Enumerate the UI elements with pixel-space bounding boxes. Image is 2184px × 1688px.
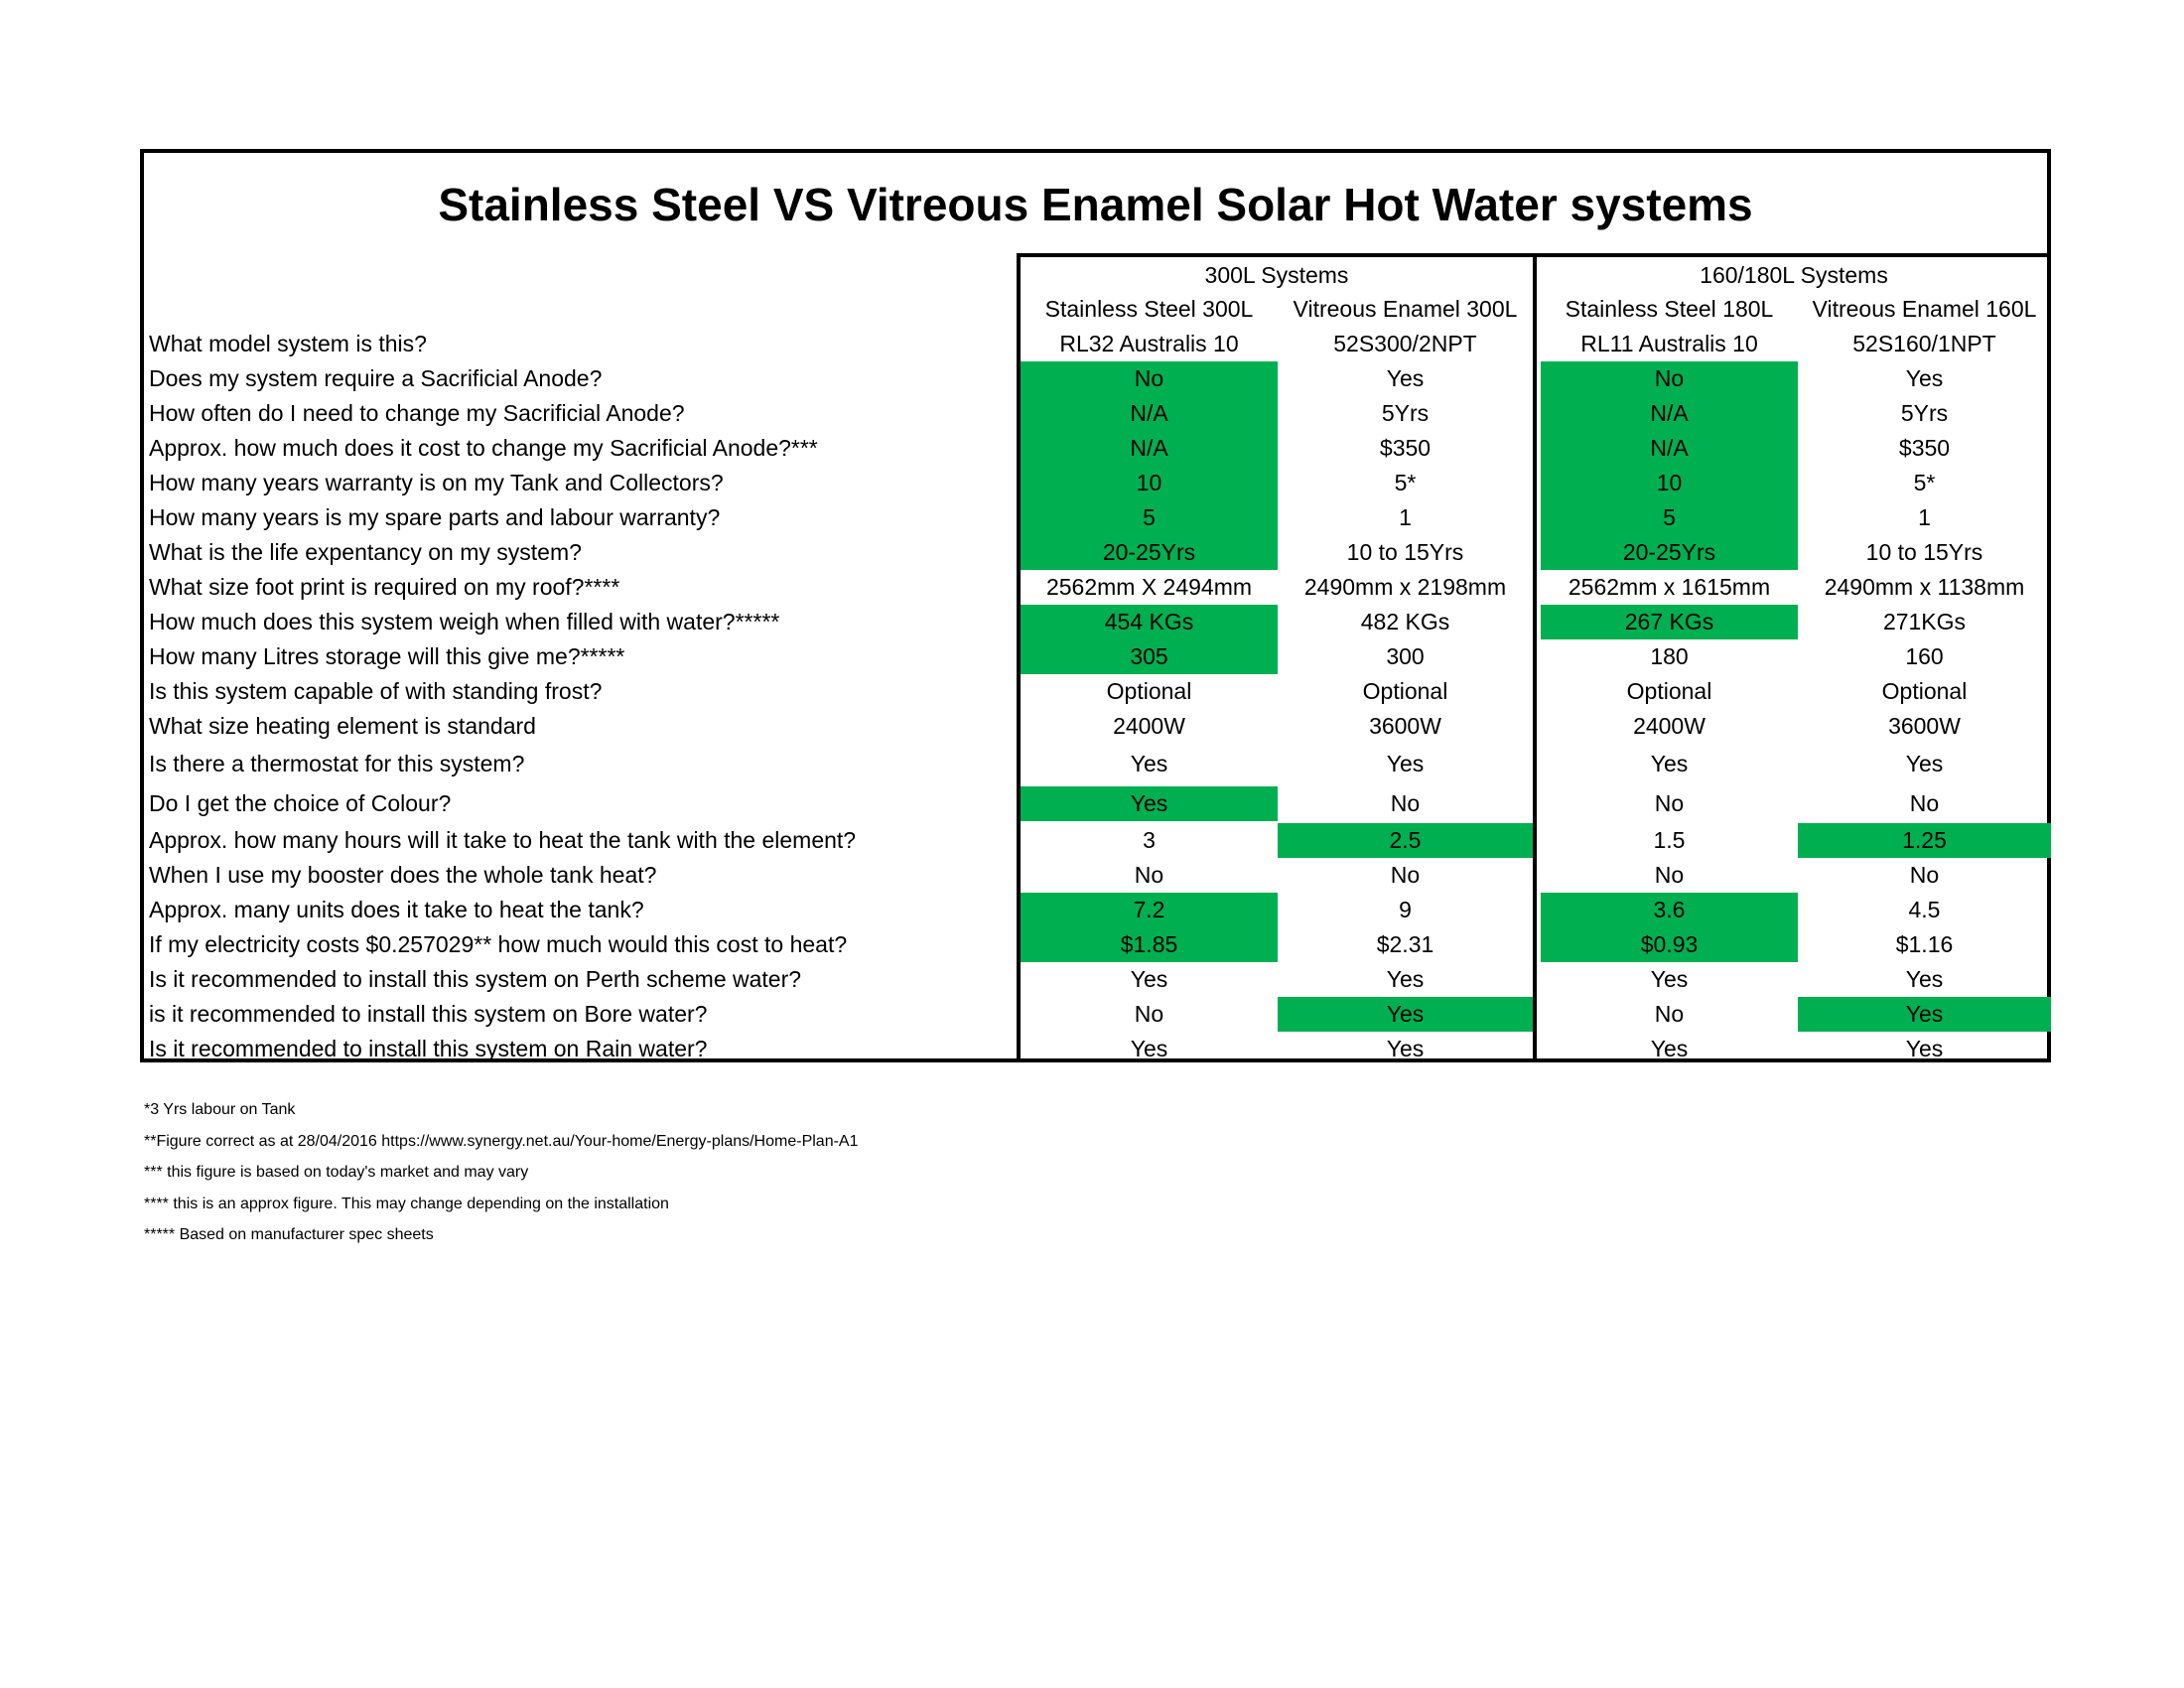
- table-cell: 271KGs: [1882, 609, 1967, 634]
- table-cell: Yes: [1905, 966, 1944, 992]
- row-question: Approx. how many hours will it take to heat the tank with the element?: [149, 827, 857, 853]
- table-cell: Yes: [1021, 786, 1278, 821]
- row-question: What size foot print is required on my roof?****: [149, 574, 620, 600]
- table-cell: 52S160/1NPT: [1852, 331, 1996, 356]
- table-cell: 1.25: [1798, 823, 2051, 858]
- table-cell: 5*: [1913, 470, 1936, 495]
- row-question: How many years is my spare parts and labour warranty?: [149, 504, 721, 530]
- table-cell: 482 KGs: [1360, 609, 1450, 634]
- table-cell: 5*: [1394, 470, 1417, 495]
- row-question: How much does this system weigh when filled with water?*****: [149, 609, 780, 634]
- column-header-stainless-steel-300l: Stainless Steel 300L: [1044, 296, 1254, 322]
- table-cell: 3.6: [1541, 893, 1798, 927]
- table-cell: Yes: [1278, 997, 1533, 1032]
- table-cell: Yes: [1130, 751, 1168, 776]
- group-label-300l: 300L Systems: [1204, 262, 1349, 288]
- footnote: **Figure correct as at 28/04/2016 https://www.synergy.net.au/Your-home/Energy-plans/Home-Plan-A1: [144, 1132, 859, 1150]
- row-question: What is the life expentancy on my system?: [149, 539, 582, 565]
- column-header-stainless-steel-180l: Stainless Steel 180L: [1565, 296, 1774, 322]
- table-cell: Optional: [1881, 678, 1968, 704]
- table-cell: No: [1654, 790, 1685, 816]
- table-cell: Yes: [1130, 966, 1168, 992]
- row-question: is it recommended to install this system on Bore water?: [149, 1001, 708, 1027]
- table-cell: 300: [1386, 643, 1425, 669]
- table-cell: No: [1541, 361, 1798, 396]
- table-cell: Yes: [1905, 365, 1944, 391]
- row-question: Is there a thermostat for this system?: [149, 751, 525, 776]
- table-cell: 267 KGs: [1541, 605, 1798, 639]
- table-cell: 1: [1399, 504, 1412, 530]
- table-cell: 305: [1021, 639, 1278, 674]
- row-question: Is this system capable of with standing frost?: [149, 678, 603, 704]
- table-cell: 5: [1541, 500, 1798, 535]
- table-cell: 2562mm x 1615mm: [1568, 574, 1771, 600]
- table-cell: 1: [1918, 504, 1931, 530]
- table-cell: Yes: [1386, 751, 1425, 776]
- footnote: *** this figure is based on today's market and may vary: [144, 1164, 529, 1181]
- table-cell: No: [1021, 361, 1278, 396]
- table-cell: Optional: [1362, 678, 1448, 704]
- row-question: Is it recommended to install this system on Perth scheme water?: [149, 966, 802, 992]
- footnote: **** this is an approx figure. This may change depending on the installation: [144, 1195, 669, 1212]
- table-cell: 10: [1541, 466, 1798, 500]
- table-cell: 20-25Yrs: [1541, 535, 1798, 570]
- comparison-sheet: [140, 149, 2051, 1062]
- table-cell: 5Yrs: [1900, 400, 1949, 426]
- table-cell: 2400W: [1633, 713, 1706, 739]
- table-cell: 10 to 15Yrs: [1346, 539, 1464, 565]
- row-question: How often do I need to change my Sacrificial Anode?: [149, 400, 685, 426]
- table-cell: No: [1134, 862, 1164, 888]
- table-cell: 7.2: [1021, 893, 1278, 927]
- table-cell: 9: [1399, 897, 1412, 922]
- row-question: What model system is this?: [149, 331, 427, 356]
- group-label-160-180l: 160/180L Systems: [1700, 262, 1888, 288]
- table-cell: Optional: [1106, 678, 1192, 704]
- table-cell: 454 KGs: [1021, 605, 1278, 639]
- table-cell: 2400W: [1113, 713, 1185, 739]
- footnote: ***** Based on manufacturer spec sheets: [144, 1226, 434, 1243]
- table-cell: 52S300/2NPT: [1333, 331, 1477, 356]
- table-cell: N/A: [1021, 396, 1278, 431]
- table-cell: 5: [1021, 500, 1278, 535]
- row-question: How many years warranty is on my Tank and Collectors?: [149, 470, 724, 495]
- table-cell: 3600W: [1369, 713, 1441, 739]
- table-cell: Yes: [1386, 365, 1425, 391]
- table-cell: No: [1654, 862, 1685, 888]
- table-cell: $1.16: [1895, 931, 1954, 957]
- column-header-vitreous-enamel-300l: Vitreous Enamel 300L: [1293, 296, 1518, 322]
- table-cell: Yes: [1650, 966, 1689, 992]
- table-cell: 3: [1143, 827, 1156, 853]
- column-header-vitreous-enamel-160l: Vitreous Enamel 160L: [1812, 296, 2037, 322]
- row-question: How many Litres storage will this give me?*****: [149, 643, 625, 669]
- row-question: Approx. many units does it take to heat the tank?: [149, 897, 644, 922]
- table-cell: Optional: [1626, 678, 1712, 704]
- row-question: When I use my booster does the whole tank heat?: [149, 862, 657, 888]
- row-question: Is it recommended to install this system on Rain water?: [149, 1036, 708, 1061]
- table-cell: 2490mm x 2198mm: [1303, 574, 1507, 600]
- table-cell: $1.85: [1021, 927, 1278, 962]
- table-cell: 2562mm X 2494mm: [1045, 574, 1253, 600]
- table-cell: N/A: [1541, 431, 1798, 466]
- table-cell: 10: [1021, 466, 1278, 500]
- row-question: Do I get the choice of Colour?: [149, 790, 452, 816]
- table-cell: $2.31: [1376, 931, 1434, 957]
- table-cell: Yes: [1905, 751, 1944, 776]
- table-cell: Yes: [1130, 1036, 1168, 1061]
- table-cell: 10 to 15Yrs: [1865, 539, 1983, 565]
- row-question: What size heating element is standard: [149, 713, 536, 739]
- table-cell: No: [1390, 862, 1421, 888]
- table-cell: $0.93: [1541, 927, 1798, 962]
- table-cell: 1.5: [1653, 827, 1686, 853]
- row-question: If my electricity costs $0.257029** how much would this cost to heat?: [149, 931, 848, 957]
- table-cell: RL32 Australis 10: [1059, 331, 1239, 356]
- table-cell: RL11 Australis 10: [1580, 331, 1758, 356]
- table-cell: 2490mm x 1138mm: [1824, 574, 2025, 600]
- row-question: Approx. how much does it cost to change my Sacrificial Anode?***: [149, 435, 818, 461]
- table-cell: 5Yrs: [1381, 400, 1430, 426]
- table-cell: N/A: [1021, 431, 1278, 466]
- table-cell: $350: [1379, 435, 1432, 461]
- table-cell: Yes: [1650, 1036, 1689, 1061]
- table-cell: No: [1654, 1001, 1685, 1027]
- table-cell: Yes: [1386, 1036, 1425, 1061]
- table-cell: No: [1134, 1001, 1164, 1027]
- footnote: *3 Yrs labour on Tank: [144, 1101, 296, 1118]
- page-title: Stainless Steel VS Vitreous Enamel Solar Hot Water systems: [438, 179, 1753, 230]
- footnotes: [144, 1100, 858, 1257]
- table-cell: N/A: [1541, 396, 1798, 431]
- table-cell: 4.5: [1908, 897, 1941, 922]
- table-cell: No: [1909, 790, 1940, 816]
- table-cell: 160: [1905, 643, 1944, 669]
- table-cell: 2.5: [1278, 823, 1533, 858]
- table-cell: 20-25Yrs: [1021, 535, 1278, 570]
- table-cell: No: [1909, 862, 1940, 888]
- table-cell: Yes: [1905, 1036, 1944, 1061]
- table-cell: Yes: [1798, 997, 2051, 1032]
- table-cell: 180: [1650, 643, 1689, 669]
- table-cell: 3600W: [1888, 713, 1961, 739]
- table-cell: No: [1390, 790, 1421, 816]
- table-cell: Yes: [1386, 966, 1425, 992]
- table-cell: $350: [1898, 435, 1951, 461]
- table-cell: Yes: [1650, 751, 1689, 776]
- row-question: Does my system require a Sacrificial Anode?: [149, 365, 603, 391]
